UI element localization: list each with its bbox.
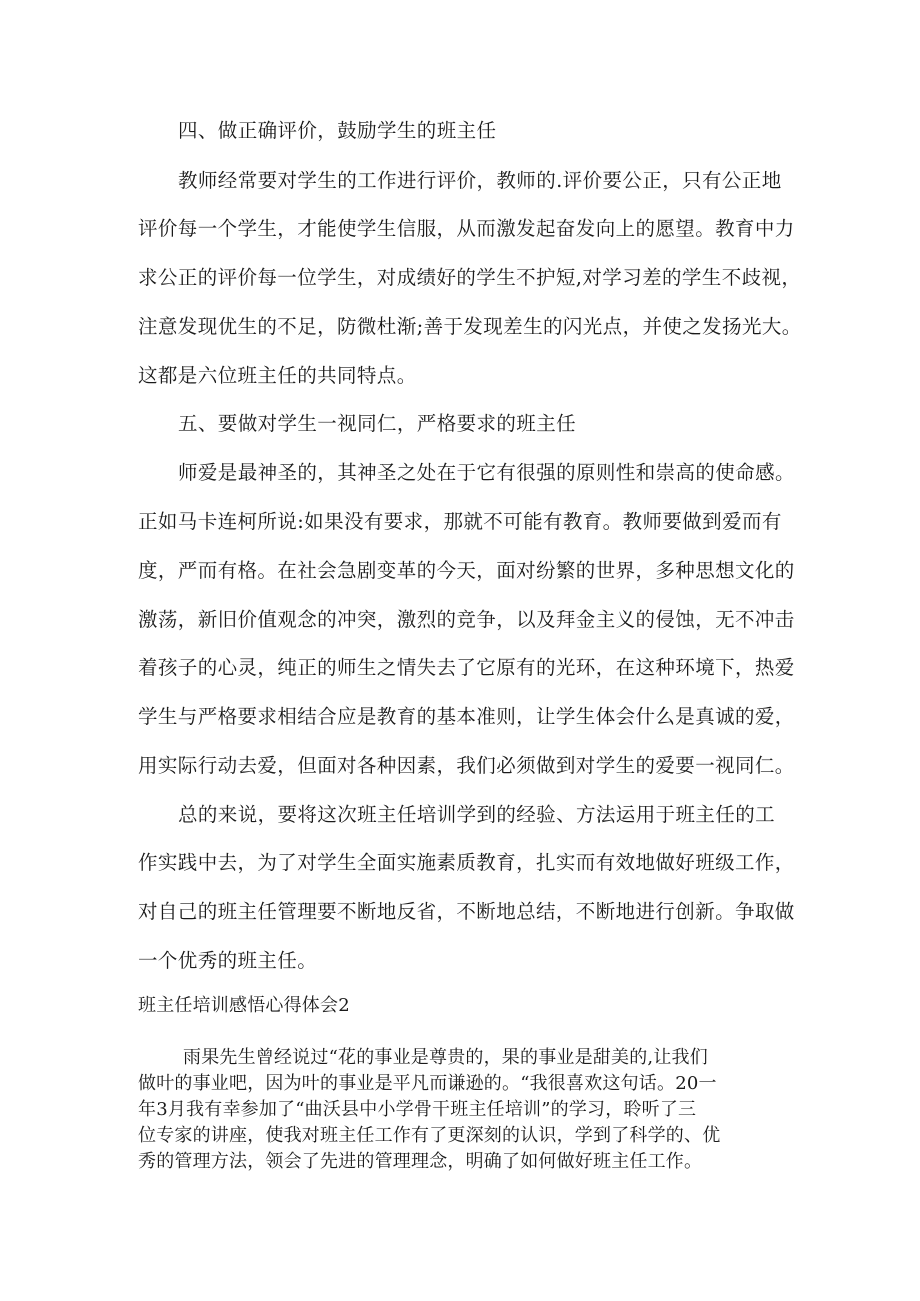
section4-line-5: 这都是六位班主任的共同特点。: [138, 364, 417, 387]
section5-line-5: 着孩子的心灵，纯正的师生之情失去了它原有的光环，在这种环境下，热爱: [138, 656, 795, 679]
summary-line-1: 总的来说，要将这次班主任培训学到的经验、方法运用于班主任的工: [178, 803, 776, 826]
section4-heading: 四、做正确评价，鼓励学生的班主任: [178, 119, 497, 142]
section5-line-3: 度，严而有格。在社会急剧变革的今天，面对纷繁的世界，多种思想文化的: [138, 559, 795, 582]
article2-line-3: 年3月我有幸参加了“曲沃县中小学骨干班主任培训”的学习，聆听了三: [138, 1099, 697, 1120]
section5-line-1: 师爱是最神圣的，其神圣之处在于它有很强的原则性和崇高的使命感。: [178, 461, 795, 484]
article2-line-4: 位专家的讲座，使我对班主任工作有了更深刻的认识，学到了科学的、优: [138, 1125, 721, 1146]
section5-line-2: 正如马卡连柯所说:如果没有要求，那就不可能有教育。教师要做到爱而有: [138, 510, 782, 533]
article2-title: 班主任培训感悟心得体会2: [138, 995, 350, 1016]
section4-line-1: 教师经常要对学生的工作进行评价，教师的.评价要公正，只有公正地: [178, 169, 782, 192]
article2-line-1: 雨果先生曾经说过“花的事业是尊贵的，果的事业是甜美的,让我们: [183, 1047, 708, 1068]
section5-line-7: 用实际行动去爱，但面对各种因素，我们必须做到对学生的爱要一视同仁。: [138, 754, 795, 777]
summary-line-4: 一个优秀的班主任。: [138, 949, 318, 972]
section4-line-3: 求公正的评价每一位学生，对成绩好的学生不护短,对学习差的学生不歧视，: [138, 266, 802, 289]
section4-line-4: 注意发现优生的不足，防微杜渐;善于发现差生的闪光点，并使之发扬光大。: [138, 315, 802, 338]
summary-line-2: 作实践中去，为了对学生全面实施素质教育，扎实而有效地做好班级工作，: [138, 851, 795, 874]
section4-line-2: 评价每一个学生，才能使学生信服，从而激发起奋发向上的愿望。教育中力: [138, 217, 795, 240]
section5-line-6: 学生与严格要求相结合应是教育的基本准则，让学生体会什么是真诚的爱，: [138, 705, 795, 728]
section5-heading: 五、要做对学生一视同仁，严格要求的班主任: [178, 412, 577, 435]
article2-line-5: 秀的管理方法，领会了先进的管理理念，明确了如何做好班主任工作。: [138, 1151, 703, 1172]
article2-line-2: 做叶的事业吧，因为叶的事业是平凡而谦逊的。“我很喜欢这句话。20一: [138, 1073, 717, 1094]
section5-line-4: 激荡，新旧价值观念的冲突，激烈的竞争，以及拜金主义的侵蚀，无不冲击: [138, 608, 795, 631]
summary-line-3: 对自己的班主任管理要不断地反省，不断地总结，不断地进行创新。争取做: [138, 900, 795, 923]
